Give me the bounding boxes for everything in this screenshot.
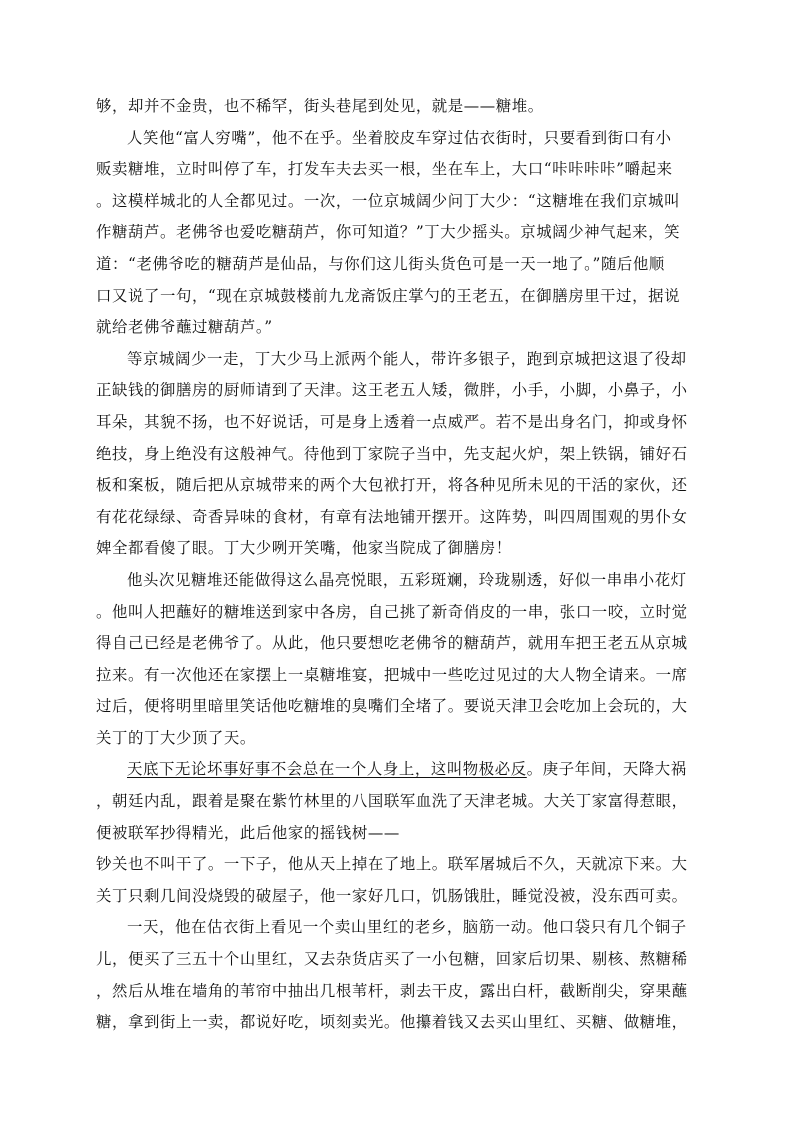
text-line: 有花花绿绿、奇香异味的食材，有章有法地铺开摆开。这阵势，叫四周围观的男仆女 — [96, 507, 688, 526]
text-line: 得自己已经是老佛爷了。从此，他只要想吃老佛爷的糖葫芦，就用车把王老五从京城 — [96, 634, 688, 653]
text-line: 绝技，身上绝没有这般神气。待他到丁家院子当中，先支起火炉，架上铁锅，铺好石 — [96, 444, 688, 463]
text-line: 贩卖糖堆，立时叫停了车，打发车夫去买一根，坐在车上，大口“咔咔咔咔”嚼起来 — [96, 160, 673, 179]
text-line: 耳朵，其貌不扬，也不好说话，可是身上透着一点威严。若不是出身名门，抑或身怀 — [96, 412, 688, 431]
text-line: 正缺钱的御膳房的厨师请到了天津。这王老五人矮，微胖，小手，小脚，小鼻子，小 — [96, 381, 688, 400]
text-line: 关丁只剩几间没烧毁的破屋子，他一家好几口，饥肠饿肚，睡觉没被，没东西可卖。 — [96, 886, 688, 905]
text-line: 道：“老佛爷吃的糖葫芦是仙品，与你们这儿街头货色可是一天一地了。”随后他顺 — [96, 254, 665, 273]
paragraph-start-line: 人笑他“富人穷嘴”，他不在乎。坐着胶皮车穿过估衣街时，只要看到街口有小 — [127, 128, 672, 147]
text-line: ，朝廷内乱，跟着是聚在紫竹林里的八国联军血洗了天津老城。大关丁家富得惹眼， — [96, 792, 688, 811]
text-line: 糖，拿到街上一卖，都说好吃，顷刻卖光。他攥着钱又去买山里红、买糖、做糖堆， — [96, 1013, 688, 1032]
paragraph-start-line: 一天，他在估衣街上看见一个卖山里红的老乡，脑筋一动。他口袋只有几个铜子 — [127, 918, 687, 937]
text-line: 。他叫人把蘸好的糖堆送到家中各房，自己挑了新奇俏皮的一串，张口一咬，立时觉 — [96, 602, 688, 621]
text-line: ，然后从堆在墙角的苇帘中抽出几根苇杆，剥去干皮，露出白杆，截断削尖，穿果蘸 — [96, 981, 688, 1000]
text-line: 口又说了一句，“现在京城鼓楼前九龙斋饭庄掌勺的王老五，在御膳房里干过，据说 — [96, 286, 681, 305]
text-line: 钞关也不叫干了。一下子，他从天上掉在了地上。联军屠城后不久，天就凉下来。大 — [96, 855, 688, 874]
text-line: 拉来。有一次他还在家摆上一桌糖堆宴，把城中一些吃过见过的大人物全请来。一席 — [96, 665, 688, 684]
text-line: 婢全都看傻了眼。丁大少咧开笑嘴，他家当院成了御膳房！ — [96, 539, 512, 558]
paragraph-start-line: 等京城阔少一走，丁大少马上派两个能人，带许多银子，跑到京城把这退了役却 — [127, 349, 687, 368]
text-line: 儿，便买了三五十个山里红，又去杂货店买了一小包糖，回家后切果、剔核、熬糖稀 — [96, 950, 688, 969]
text-line: 够，却并不金贵，也不稀罕，街头巷尾到处见，就是——糖堆。 — [96, 97, 544, 115]
text-line: 。这模样城北的人全都见过。一次，一位京城阔少问丁大少：“这糖堆在我们京城叫 — [96, 191, 681, 210]
paragraph-start-line — [96, 754, 698, 786]
text-line: 过后，便将明里暗里笑话他吃糖堆的臭嘴们全堵了。要说天津卫会吃加上会玩的，大 — [96, 697, 688, 716]
text-line: 板和案板，随后把从京城带来的两个大包袱打开，将各种见所未见的干活的家伙，还 — [96, 476, 688, 495]
text-line: 就给老佛爷蘸过糖葫芦。” — [96, 318, 273, 337]
text-line: 便被联军抄得精光，此后他家的摇钱树—— — [96, 823, 400, 842]
text-line-tail: 。庚子年间，天降大祸 — [526, 760, 687, 779]
underlined-sentence: 天底下无论坏事好事不会总在一个人身上，这叫物极必反 — [127, 760, 527, 779]
paragraph-start-line: 他头次见糖堆还能做得这么晶亮悦眼，五彩斑斓，玲珑剔透，好似一串串小花灯 — [127, 570, 687, 589]
article-text — [96, 91, 698, 1039]
text-line: 作糖葫芦。老佛爷也爱吃糖葫芦，你可知道？”丁大少摇头。京城阔少神气起来，笑 — [96, 223, 681, 242]
text-line: 关丁的丁大少顶了天。 — [96, 728, 256, 747]
